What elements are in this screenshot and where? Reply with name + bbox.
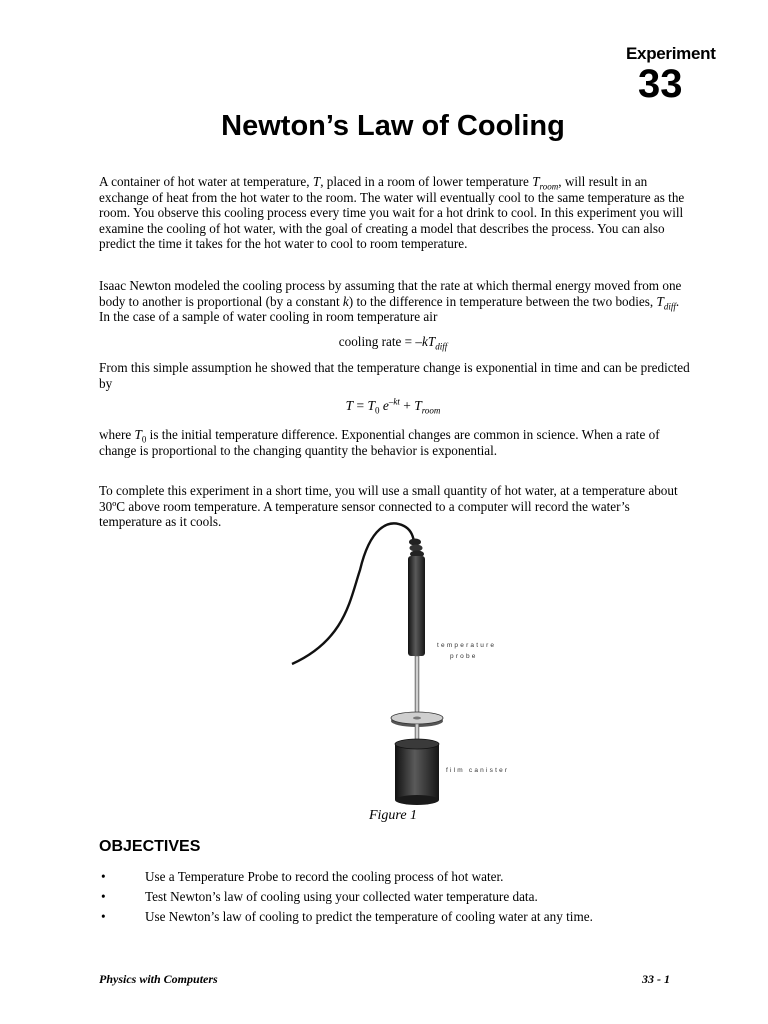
- probe-cable: [292, 523, 414, 664]
- footer-page-number: 33 - 1: [642, 972, 670, 986]
- experiment-label: Experiment: [626, 44, 716, 63]
- initial-difference-paragraph: where $T_0$ is the initial temperature difference. Exponential changes are common in science. When a rate of change is proportional to the changing quantity the behavior is exponential.: [99, 427, 660, 458]
- page-title: Newton’s Law of Cooling: [221, 110, 565, 142]
- exponential-paragraph: From this simple assumption he showed that the temperature change is exponential in time and can be predicted by: [99, 360, 690, 391]
- procedure-paragraph: To complete this experiment in a short time, you will use a small quantity of hot water, at a temperature about 30ºC above room temperature. A temperature sensor connected to a computer will record the water’s temperature as it cools.: [99, 483, 678, 530]
- probe-rod: [415, 656, 419, 714]
- intro-paragraph: A container of hot water at temperature, T, placed in a room of lower temperature $T_{room}$, will result in an exchange of heat from the hot water to the room. The water will eventually cool to the same temperature as the room. You observe this cooling process every time you wait for a hot drink to cool. In this experiment you will examine the cooling of hot water, with the goal of creating a model that describes the process. You can also predict the time it takes for the hot water to cool to room temperature.: [99, 174, 685, 252]
- list-item: • Use a Temperature Probe to record the cooling process of hot water.: [99, 867, 699, 887]
- film-canister: [395, 739, 439, 805]
- probe-label-line1: temperature: [437, 642, 497, 649]
- cooling-equation: $T = T_0$ $e^{-kt} + T_{room}$: [345, 396, 441, 416]
- objectives-heading: OBJECTIVES: [99, 838, 201, 855]
- newton-model-paragraph: Isaac Newton modeled the cooling process by assuming that the rate at which thermal energy moved from one body to another is proportional (by a constant k) to the difference in temperature between the two bodies, $T_{diff}$. In the case of a sample of water cooling in room temperature air: [99, 278, 682, 325]
- list-item: • Test Newton’s law of cooling using your collected water temperature data.: [99, 887, 699, 907]
- cooling-rate-equation: cooling rate = $-kT_{diff}$: [338, 334, 448, 352]
- figure-caption: Figure 1: [368, 808, 418, 823]
- list-item: • Use Newton’s law of cooling to predict the temperature of cooling water at any time.: [99, 907, 699, 927]
- probe-handle: [408, 556, 425, 656]
- footer-book-title: Physics with Computers: [99, 972, 218, 986]
- canister-label: film canister: [446, 767, 510, 774]
- temperature-probe-figure: [280, 520, 520, 805]
- probe-strain-relief: [409, 539, 424, 558]
- experiment-number: 33: [638, 62, 683, 106]
- objectives-list: [99, 867, 699, 927]
- probe-label-line2: probe: [450, 653, 478, 660]
